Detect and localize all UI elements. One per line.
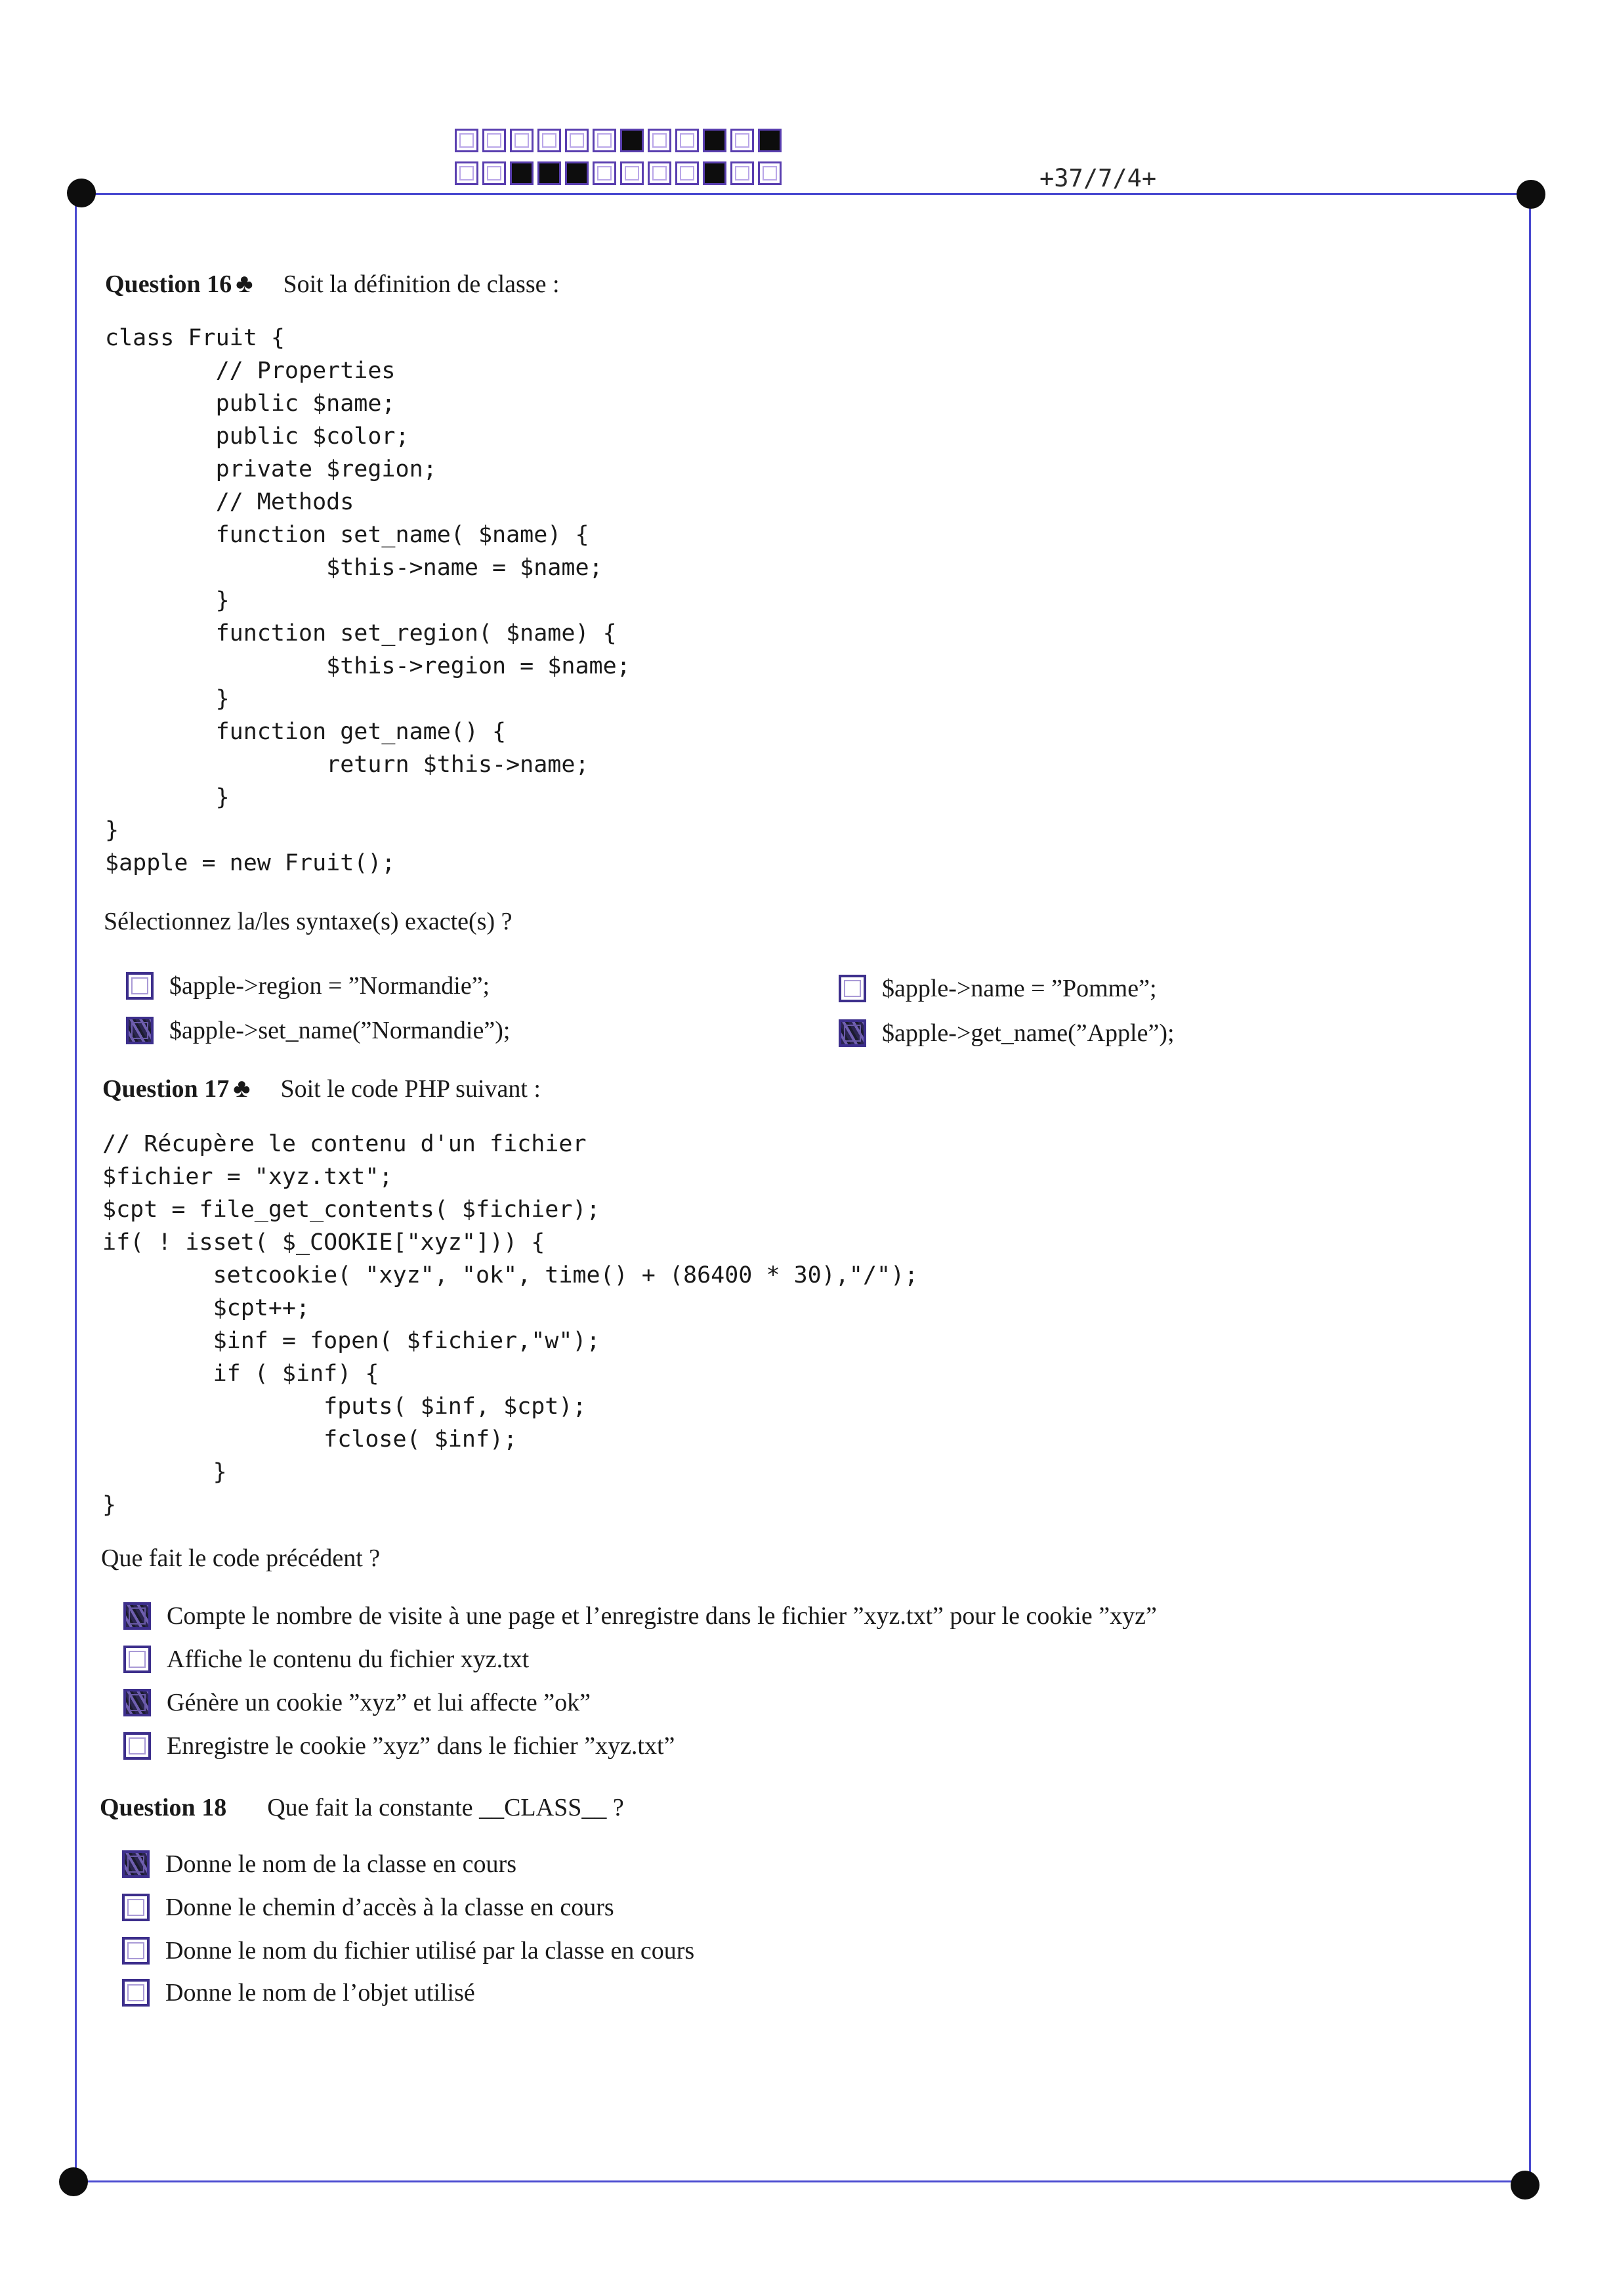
answer-label: Donne le nom de la classe en cours [165,1850,516,1878]
club-icon: ♣ [233,1073,251,1103]
answer-label: Donne le nom du fichier utilisé par la classe en cours [165,1937,695,1965]
question-17-title [102,1073,541,1103]
code-block-q17: // Récupère le contenu d'un fichier $fichier = "xyz.txt"; $cpt = file_get_contents( $fichier); if( ! isset( $_COOKIE["xyz"])) { setcookie( "xyz", "ok", time() + (86400 * 30),"/"); $cpt++; $inf = fopen( $fichier,"w"); if ( $inf) { fputs( $inf, $cpt); fclose( $inf); } } [102,1131,919,1518]
q16-answer-4[interactable] [839,1019,1175,1048]
answer-label: Génère un cookie ”xyz” et lui affecte ”ok” [167,1689,591,1716]
checkbox[interactable] [839,1019,866,1047]
barcode-cell [648,129,671,152]
question-18-title [100,1793,624,1822]
checkbox[interactable] [122,1894,150,1921]
barcode-cell [758,129,782,152]
q17-prompt: Que fait le code précédent ? [101,1544,381,1572]
checkbox[interactable] [126,972,154,1000]
q16-answer-2[interactable] [126,1016,510,1045]
checkbox[interactable] [839,975,866,1002]
barcode-cell [730,161,754,185]
barcode-cell [730,129,754,152]
frame-right [1529,193,1531,2182]
checkbox[interactable] [126,1017,154,1044]
barcode-cell [703,129,726,152]
barcode-cell [537,161,561,185]
barcode-cell [510,129,534,152]
checkbox[interactable] [122,1850,150,1878]
question-text: Soit le code PHP suivant : [280,1075,541,1103]
barcode-cell [758,161,782,185]
barcode-row-2 [455,161,786,185]
barcode-cell [455,129,478,152]
barcode-cell [675,161,699,185]
answer-label: Enregistre le cookie ”xyz” dans le fichier ”xyz.txt” [167,1732,675,1760]
question-number: Question 18 [100,1794,227,1821]
answer-label: Donne le nom de l’objet utilisé [165,1979,475,2007]
checkbox[interactable] [123,1646,151,1673]
barcode-cell [537,129,561,152]
corner-mark-bottom-right [1511,2171,1540,2200]
barcode-cell [675,129,699,152]
q18-answer-2[interactable] [122,1893,614,1922]
corner-mark-bottom-left [59,2167,88,2196]
barcode-cell [620,129,644,152]
corner-mark-top-right [1517,180,1545,209]
question-number: Question 17 [102,1075,230,1103]
code-block-q16: class Fruit { // Properties public $name; public $color; private $region; // Methods function set_name( $name) { $this->name = $name; } function set_region( $name) { $this->region = $name; } function get_name() { return $this->name; } } $apple = new Fruit(); [105,325,631,876]
question-text: Que fait la constante __CLASS__ ? [267,1794,624,1821]
checkbox[interactable] [123,1689,151,1716]
barcode-row-1 [455,129,786,152]
checkbox[interactable] [122,1979,150,2007]
checkbox[interactable] [123,1732,151,1760]
barcode-cell [648,161,671,185]
frame-bottom [73,2180,1529,2182]
frame-left [75,193,77,2182]
checkbox[interactable] [122,1937,150,1965]
answer-label: Compte le nombre de visite à une page et l’enregistre dans le fichier ”xyz.txt” pour le cookie ”xyz” [167,1602,1157,1630]
answer-label: Affiche le contenu du fichier xyz.txt [167,1646,530,1673]
checkbox[interactable] [123,1602,151,1630]
barcode-cell [593,161,616,185]
q17-answer-4[interactable] [123,1732,675,1760]
q17-answer-2[interactable] [123,1645,529,1674]
q17-answer-1[interactable] [123,1602,1157,1630]
club-icon: ♣ [236,268,253,298]
barcode-cell [482,161,506,185]
answer-label: $apple->name = ”Pomme”; [882,975,1157,1002]
answer-label: Donne le chemin d’accès à la classe en cours [165,1894,614,1921]
answer-label: $apple->set_name(”Normandie”); [169,1017,511,1044]
barcode-cell [510,161,534,185]
question-text: Soit la définition de classe : [283,270,560,298]
barcode-cell [703,161,726,185]
barcode-cell [593,129,616,152]
barcode-cell [565,129,589,152]
barcode-cell [565,161,589,185]
q18-answer-4[interactable] [122,1978,475,2007]
barcode-cell [620,161,644,185]
q17-answer-3[interactable] [123,1688,591,1717]
q16-answer-3[interactable] [839,974,1157,1003]
question-16-title [105,268,560,299]
question-number: Question 16 [105,270,232,298]
q18-answer-3[interactable] [122,1936,694,1965]
barcode-cell [455,161,478,185]
q16-answer-1[interactable] [126,971,490,1000]
corner-mark-top-left [67,179,96,207]
q16-prompt: Sélectionnez la/les syntaxe(s) exacte(s) ? [104,908,513,935]
frame-top [80,193,1530,195]
barcode-cell [482,129,506,152]
answer-label: $apple->region = ”Normandie”; [169,972,490,1000]
page-id: +37/7/4+ [1039,164,1157,192]
answer-label: $apple->get_name(”Apple”); [882,1019,1175,1047]
q18-answer-1[interactable] [122,1850,516,1879]
